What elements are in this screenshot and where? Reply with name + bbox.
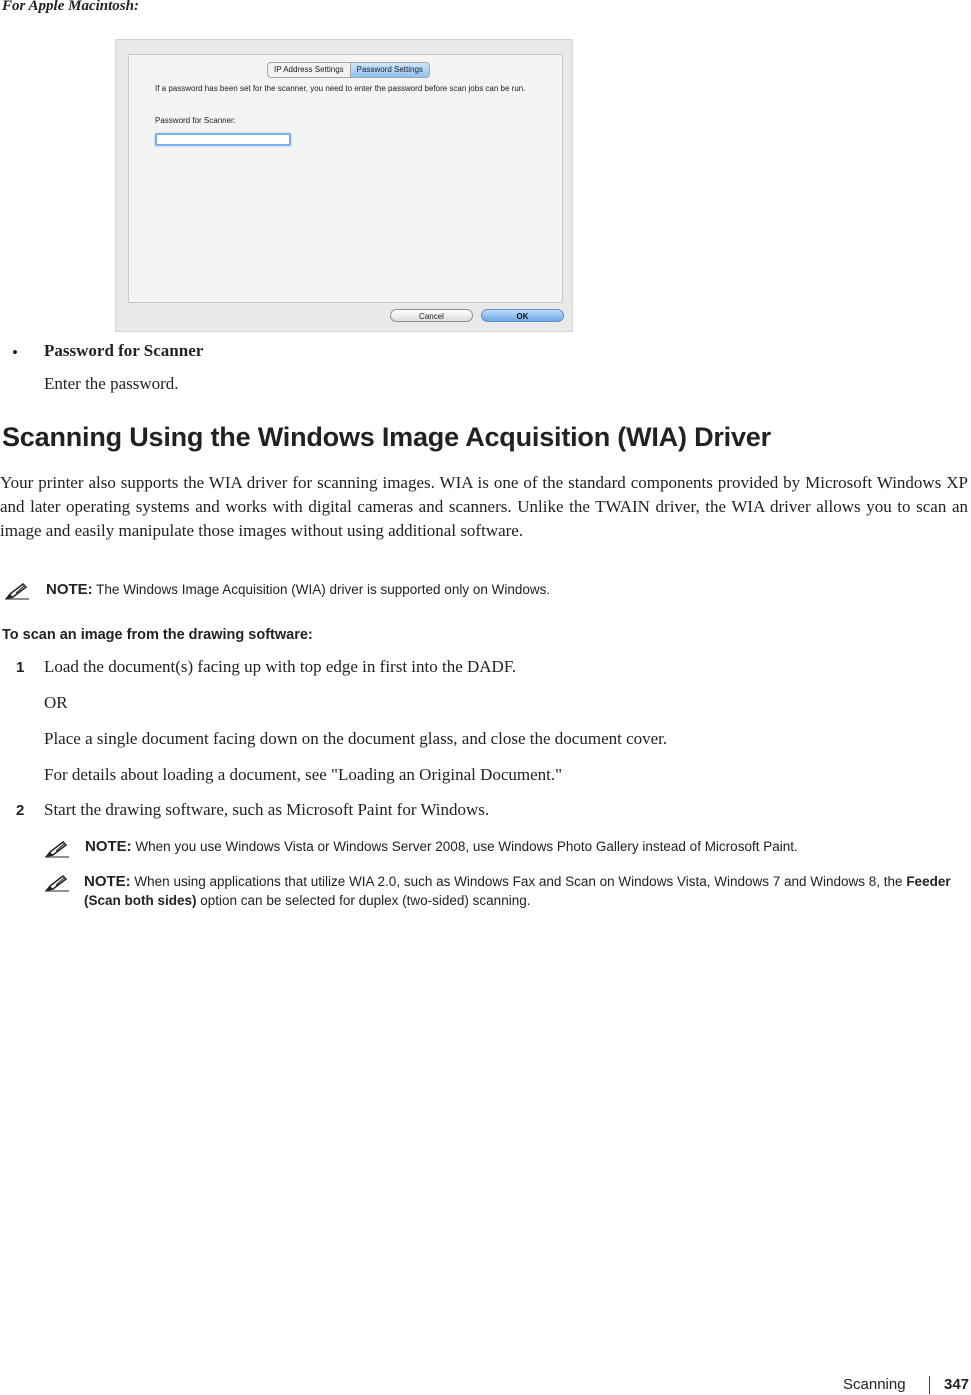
ok-button[interactable]: OK [481,309,564,322]
section-heading: Scanning Using the Windows Image Acquisition (WIA) Driver [2,422,771,452]
option-description: Enter the password. [44,374,179,393]
dialog-panel [128,54,563,303]
step-or: OR [44,693,68,712]
step-number: 2 [16,802,25,819]
note-label: NOTE: [84,873,131,890]
password-settings-screenshot [115,39,573,332]
option-label: Password for Scanner [44,341,204,360]
tab-password-settings[interactable]: Password Settings [350,63,429,77]
note-body: option can be selected for duplex (two-sided) scanning. [196,893,531,908]
note-text [46,580,550,599]
ui-term: Feeder (Scan both sides) [84,874,951,908]
step-number: 1 [16,659,25,676]
note-body: The Windows Image Acquisition (WIA) driver is supported only on Windows. [92,582,551,597]
cancel-button[interactable]: Cancel [390,309,473,322]
tab-ip-address-settings[interactable]: IP Address Settings [274,65,344,74]
note-pencil-icon [44,840,70,858]
tab-bar [267,62,430,78]
password-input[interactable] [155,133,291,146]
section-label: For Apple Macintosh: [2,0,139,14]
note-body: When you use Windows Vista or Windows Server 2008, use Windows Photo Gallery instead of Microsoft Paint. [131,839,798,854]
note-text [84,872,964,910]
step-text: Load the document(s) facing up with top edge in first into the DADF. [44,657,517,676]
procedure-title: To scan an image from the drawing software: [2,627,313,643]
note-label: NOTE: [46,581,93,598]
note-pencil-icon [4,582,30,600]
footer-section-name: Scanning [843,1376,906,1393]
note-label: NOTE: [85,838,132,855]
footer-divider [929,1376,930,1394]
intro-paragraph: Your printer also supports the WIA driver for scanning images. WIA is one of the standard components provided by Microsoft Windows XP and later operating systems and works with digital cameras and scanners. Unlike the TWAIN driver, the WIA driver allows you to scan an image and easily manipulate those images without using additional software. [0,473,968,540]
step-alternative: Place a single document facing down on the document glass, and close the document cover. [44,729,668,748]
step-text: Start the drawing software, such as Microsoft Paint for Windows. [44,800,490,819]
note-text [85,837,798,856]
page-number: 347 [944,1376,970,1393]
note-pencil-icon [44,874,70,892]
bullet-marker: • [12,343,18,362]
dialog-message: If a password has been set for the scanner, you need to enter the password before scan jobs can be run. [155,84,526,93]
password-field-label: Password for Scanner: [155,116,236,125]
note-body: When using applications that utilize WIA 2.0, such as Windows Fax and Scan on Windows Vista, Windows 7 and Windows 8, the [130,874,907,889]
step-detail: For details about loading a document, see "Loading an Original Document." [44,765,563,784]
